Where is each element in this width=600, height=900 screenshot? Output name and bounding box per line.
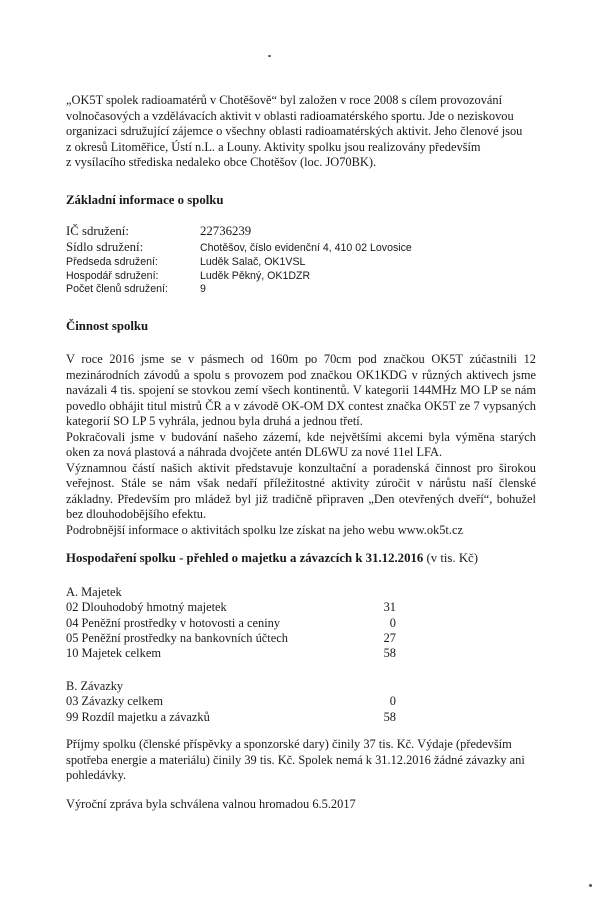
intro-paragraph bbox=[66, 93, 536, 171]
asset-row bbox=[66, 631, 396, 646]
liability-value: 58 bbox=[383, 709, 396, 724]
cinnost-paragraph: Podrobnější informace o aktivitách spolku lze získat na jeho webu www.ok5t.cz bbox=[66, 522, 463, 537]
asset-label: 05 Peněžní prostředky na bankovních účtech bbox=[66, 630, 288, 645]
info-row bbox=[66, 283, 412, 297]
info-key: Předseda sdružení: bbox=[66, 256, 158, 268]
intro-line: z okresů Litoměřice, Ústí n.L. a Louny. Aktivity spolku jsou realizovány především bbox=[66, 139, 481, 154]
asset-label: 04 Peněžní prostředky v hotovosti a ceniny bbox=[66, 615, 281, 630]
info-value: Luděk Pěkný, OK1DZR bbox=[200, 269, 311, 282]
cinnost-paragraph: Pokračovali jsme v budování našeho zázemí, kde největšími akcemi byla výměna starých oken za nová plastová a náhrada dvojčete antén DL6WU za nové 11el LFA. bbox=[66, 429, 536, 459]
cinnost-text bbox=[66, 352, 536, 538]
info-row bbox=[66, 270, 412, 284]
info-heading: Základní informace o spolku bbox=[66, 193, 224, 207]
info-key: Sídlo sdružení: bbox=[66, 240, 144, 254]
asset-value: 0 bbox=[389, 615, 396, 630]
info-row bbox=[66, 224, 412, 240]
incomes-paragraph: Příjmy spolku (členské příspěvky a sponzorské dary) činily 37 tis. Kč. Výdaje (především spotřeba energie a materiálu) činily 39 tis. Kč. Spolek nemá k 31.12.2016 žádné závazky ani pohledávky. bbox=[66, 737, 525, 782]
asset-row bbox=[66, 616, 396, 631]
intro-line: „OK5T spolek radioamatérů v Chotěšově“ byl založen v roce 2008 s cílem provozování bbox=[66, 93, 503, 107]
info-value: Luděk Salač, OK1VSL bbox=[200, 256, 306, 268]
intro-line: organizaci sdružující zájemce o všechny oblasti radioamatérských aktivit. Jeho členové jsou bbox=[66, 124, 523, 138]
liabilities-title: B. Závazky bbox=[66, 679, 124, 693]
approval-note: Výroční zpráva byla schválena valnou hromadou 6.5.2017 bbox=[66, 797, 356, 811]
asset-label: 10 Majetek celkem bbox=[66, 646, 161, 661]
hospodareni-heading bbox=[66, 551, 478, 566]
liability-label: 03 Závazky celkem bbox=[66, 694, 164, 709]
asset-label: 02 Dlouhodobý hmotný majetek bbox=[66, 600, 227, 615]
asset-value: 31 bbox=[383, 600, 396, 615]
liability-value: 0 bbox=[389, 694, 396, 709]
cinnost-paragraph: V roce 2016 jsme se v pásmech od 160m po 70cm pod značkou OK5T zúčastnili 12 mezinárodních závodů a spolu s provozem pod značkou OK1KDG v různých aktivech jsme navázali 4 tis. spojení se stovkou zemí všech kontinentů. V kategorii 144MHz MO LP se nám povedlo obhájit titul mistrů ČR a v závodě OK-OM DX contest značka OK5T ze 7 vypsaných kategorií SO LP 5 vyhrála, jednou byla druhá a jednou třetí. bbox=[66, 352, 536, 428]
info-table bbox=[66, 224, 412, 297]
asset-value: 58 bbox=[383, 646, 396, 661]
liabilities-section bbox=[66, 679, 396, 725]
info-key: Počet členů sdružení: bbox=[66, 283, 168, 295]
cinnost-heading: Činnost spolku bbox=[66, 319, 149, 333]
cinnost-paragraph: Významnou částí našich aktivit představuje konzultační a poradenská činnost pro širokou veřejnost. Stále se nám však nedaří příležitostné aktivity zúročit v nárůstu naší členské základny. Především pro mládež byl již tradičně připraven „Den otevřených dveří“, bohužel bez dlouhodobějšího efektu. bbox=[66, 460, 536, 521]
intro-line: volnočasových a vzdělávacích aktivit v oblasti radioamatérského sportu. Jde o neziskovou bbox=[66, 108, 514, 123]
info-row bbox=[66, 256, 412, 270]
hospodareni-heading-unit: (v tis. Kč) bbox=[423, 551, 478, 565]
assets-section bbox=[66, 585, 396, 661]
info-value: 9 bbox=[200, 283, 206, 295]
info-key: IČ sdružení: bbox=[66, 224, 129, 238]
info-value: Chotěšov, číslo evidenční 4, 410 02 Lovosice bbox=[200, 242, 412, 254]
intro-line: z vysílacího střediska nedaleko obce Chotěšov (loc. JO70BK). bbox=[66, 155, 377, 169]
scan-speck bbox=[589, 884, 592, 887]
asset-row bbox=[66, 600, 396, 615]
liability-label: 99 Rozdíl majetku a závazků bbox=[66, 709, 210, 724]
liability-row bbox=[66, 694, 396, 709]
info-key: Hospodář sdružení: bbox=[66, 269, 159, 282]
info-row bbox=[66, 240, 412, 256]
asset-value: 27 bbox=[383, 630, 396, 645]
liability-row bbox=[66, 710, 396, 725]
asset-row bbox=[66, 646, 396, 661]
info-value: 22736239 bbox=[200, 224, 252, 238]
scan-speck bbox=[268, 55, 271, 57]
assets-title: A. Majetek bbox=[66, 585, 122, 599]
hospodareni-heading-bold: Hospodaření spolku - přehled o majetku a závazcích k 31.12.2016 bbox=[66, 551, 424, 565]
